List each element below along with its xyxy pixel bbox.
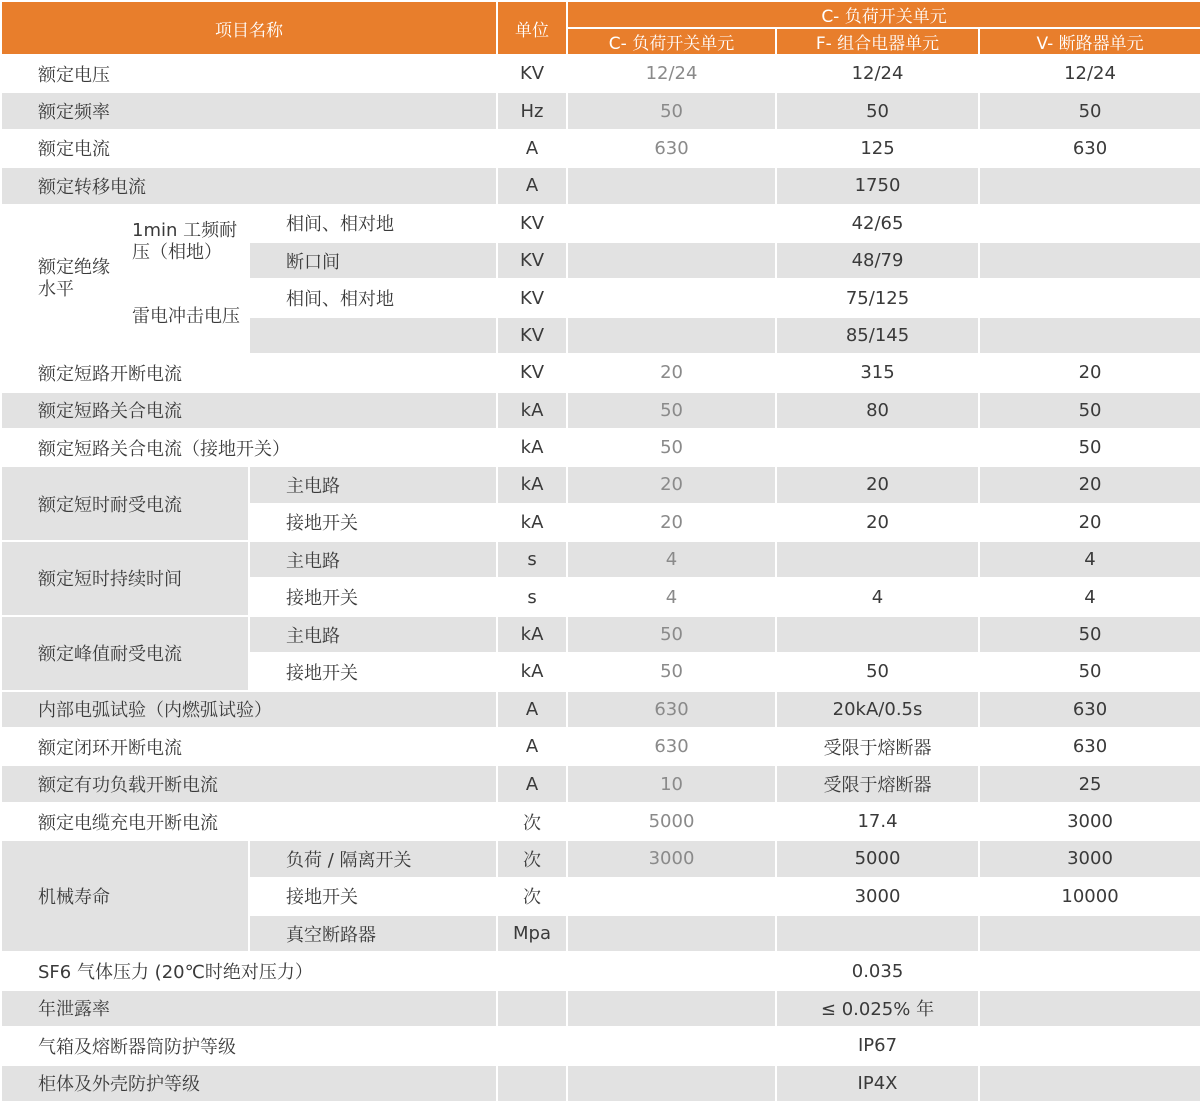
cell-c: 50	[567, 392, 776, 429]
cell-c	[567, 915, 776, 952]
insulation-label: 额定绝缘水平	[1, 205, 125, 355]
cell-v: 10000	[979, 878, 1200, 915]
row-unit	[497, 1065, 567, 1102]
cell-c	[567, 242, 776, 279]
cell-c	[567, 952, 776, 989]
cell-f: 20	[776, 466, 979, 503]
row-unit	[497, 990, 567, 1027]
row-unit: s	[497, 541, 567, 578]
cell-v: 50	[979, 653, 1200, 690]
cell-f: 4	[776, 578, 979, 615]
row-label: SF6 气体压力 (20℃时绝对压力）	[1, 952, 497, 989]
cell-c	[567, 990, 776, 1027]
row-unit: Mpa	[497, 915, 567, 952]
row-leak	[1, 990, 1200, 1027]
row-unit: kA	[497, 466, 567, 503]
cell-c: 4	[567, 578, 776, 615]
row-unit: A	[497, 130, 567, 167]
cell-f: 75/125	[776, 279, 979, 316]
row-sub-label: 接地开关	[249, 653, 497, 690]
row-label: 额定转移电流	[1, 167, 497, 204]
cell-v	[979, 1065, 1200, 1102]
cell-f: IP67	[776, 1027, 979, 1064]
cell-c: 20	[567, 466, 776, 503]
cell-f: 3000	[776, 878, 979, 915]
row-sub-label: 主电路	[249, 541, 497, 578]
cell-c: 4	[567, 541, 776, 578]
row-loop	[1, 728, 1200, 765]
row-unit: s	[497, 578, 567, 615]
row-active-load	[1, 765, 1200, 802]
row-label: 额定短路关合电流	[1, 392, 497, 429]
cell-v: 3000	[979, 803, 1200, 840]
row-voltage	[1, 55, 1200, 92]
cell-f: 85/145	[776, 317, 979, 354]
row-sub-label: 接地开关	[249, 504, 497, 541]
cell-c: 5000	[567, 803, 776, 840]
header-item-name: 项目名称	[1, 1, 497, 55]
row-sub-label: 接地开关	[249, 578, 497, 615]
row-label: 额定短路开断电流	[1, 354, 497, 391]
cell-c: 12/24	[567, 55, 776, 92]
row-unit: KV	[497, 242, 567, 279]
cell-c: 3000	[567, 840, 776, 877]
row-gas-ip	[1, 1027, 1200, 1064]
row-label: 额定电流	[1, 130, 497, 167]
cell-f: 0.035	[776, 952, 979, 989]
lightning-label: 雷电冲击电压	[125, 279, 249, 354]
cell-v: 20	[979, 466, 1200, 503]
cell-c	[567, 878, 776, 915]
cell-v	[979, 952, 1200, 989]
cell-v: 20	[979, 354, 1200, 391]
row-unit: 次	[497, 803, 567, 840]
header-col-v: V- 断路器单元	[979, 28, 1200, 55]
cell-f: 1750	[776, 167, 979, 204]
cell-c: 10	[567, 765, 776, 802]
cell-c	[567, 317, 776, 354]
cell-v: 4	[979, 578, 1200, 615]
row-mech-load	[1, 840, 1200, 877]
cell-c: 20	[567, 354, 776, 391]
row-arc	[1, 691, 1200, 728]
cell-v: 50	[979, 92, 1200, 129]
row-label: 额定峰值耐受电流	[1, 616, 249, 691]
cell-v: 630	[979, 130, 1200, 167]
row-sub-label: 相间、相对地	[249, 279, 497, 316]
cell-v: 50	[979, 616, 1200, 653]
row-unit: A	[497, 765, 567, 802]
row-unit: A	[497, 728, 567, 765]
cell-f: 受限于熔断器	[776, 765, 979, 802]
row-label: 额定有功负载开断电流	[1, 765, 497, 802]
cell-c: 50	[567, 616, 776, 653]
row-cable	[1, 803, 1200, 840]
cell-c: 20	[567, 504, 776, 541]
cell-f: 125	[776, 130, 979, 167]
row-unit: kA	[497, 653, 567, 690]
row-peak-main	[1, 616, 1200, 653]
row-sub-label: 相间、相对地	[249, 205, 497, 242]
row-insulation-pf-phase	[1, 205, 1200, 242]
row-unit: Hz	[497, 92, 567, 129]
row-insulation-li-phase	[1, 279, 1200, 316]
cell-f: 12/24	[776, 55, 979, 92]
cell-c: 50	[567, 653, 776, 690]
row-label: 年泄露率	[1, 990, 497, 1027]
row-cabinet-ip	[1, 1065, 1200, 1102]
row-label: 额定频率	[1, 92, 497, 129]
cell-f	[776, 429, 979, 466]
cell-f: 受限于熔断器	[776, 728, 979, 765]
cell-f: 20	[776, 504, 979, 541]
cell-f: 50	[776, 653, 979, 690]
cell-v: 4	[979, 541, 1200, 578]
cell-c: 50	[567, 92, 776, 129]
cell-f: 17.4	[776, 803, 979, 840]
row-label: 额定短时持续时间	[1, 541, 249, 616]
cell-v: 630	[979, 691, 1200, 728]
cell-v: 3000	[979, 840, 1200, 877]
cell-v: 630	[979, 728, 1200, 765]
cell-f	[776, 616, 979, 653]
row-sub-label: 接地开关	[249, 878, 497, 915]
cell-v	[979, 167, 1200, 204]
row-unit	[497, 952, 567, 989]
row-sc-break	[1, 354, 1200, 391]
cell-v	[979, 242, 1200, 279]
cell-f: 20kA/0.5s	[776, 691, 979, 728]
cell-f: ≤ 0.025% 年	[776, 990, 979, 1027]
cell-f: 48/79	[776, 242, 979, 279]
cell-v	[979, 990, 1200, 1027]
cell-f: 315	[776, 354, 979, 391]
row-sc-make-earth	[1, 429, 1200, 466]
row-unit: kA	[497, 429, 567, 466]
row-st-duration-main	[1, 541, 1200, 578]
cell-f	[776, 915, 979, 952]
row-unit: KV	[497, 55, 567, 92]
cell-c	[567, 1065, 776, 1102]
header-col-f: F- 组合电器单元	[776, 28, 979, 55]
cell-c: 630	[567, 691, 776, 728]
row-unit: KV	[497, 279, 567, 316]
cell-v	[979, 317, 1200, 354]
cell-v: 20	[979, 504, 1200, 541]
row-sub-label: 主电路	[249, 616, 497, 653]
cell-c	[567, 1027, 776, 1064]
cell-c: 630	[567, 728, 776, 765]
row-current	[1, 130, 1200, 167]
row-label: 内部电弧试验（内燃弧试验）	[1, 691, 497, 728]
cell-v: 12/24	[979, 55, 1200, 92]
cell-c	[567, 167, 776, 204]
cell-f: 50	[776, 92, 979, 129]
row-unit: 次	[497, 878, 567, 915]
row-sub-label: 断口间	[249, 242, 497, 279]
cell-v	[979, 1027, 1200, 1064]
header-col-c: C- 负荷开关单元	[567, 28, 776, 55]
cell-v	[979, 915, 1200, 952]
row-unit: A	[497, 167, 567, 204]
cell-v: 50	[979, 429, 1200, 466]
header-row-1	[1, 1, 1200, 28]
cell-v: 25	[979, 765, 1200, 802]
cell-f	[776, 541, 979, 578]
cell-c	[567, 279, 776, 316]
power-freq-label: 1min 工频耐压（相地）	[125, 205, 249, 280]
row-sf6	[1, 952, 1200, 989]
cell-f: 80	[776, 392, 979, 429]
row-label: 额定短路关合电流（接地开关）	[1, 429, 497, 466]
cell-c	[567, 205, 776, 242]
header-group: C- 负荷开关单元	[567, 1, 1200, 28]
row-unit: kA	[497, 392, 567, 429]
row-unit: KV	[497, 317, 567, 354]
cell-f: 5000	[776, 840, 979, 877]
row-unit: kA	[497, 616, 567, 653]
cell-c: 50	[567, 429, 776, 466]
row-unit: A	[497, 691, 567, 728]
row-label: 机械寿命	[1, 840, 249, 952]
row-sub-label: 真空断路器	[249, 915, 497, 952]
row-sc-make	[1, 392, 1200, 429]
row-label: 柜体及外壳防护等级	[1, 1065, 497, 1102]
cell-f: 42/65	[776, 205, 979, 242]
row-label: 额定电缆充电开断电流	[1, 803, 497, 840]
row-unit: kA	[497, 504, 567, 541]
row-transfer	[1, 167, 1200, 204]
row-label: 额定电压	[1, 55, 497, 92]
row-label: 气箱及熔断器筒防护等级	[1, 1027, 497, 1064]
cell-v	[979, 279, 1200, 316]
row-st-withstand-main	[1, 466, 1200, 503]
cell-c: 630	[567, 130, 776, 167]
header-unit: 单位	[497, 1, 567, 55]
cell-f: IP4X	[776, 1065, 979, 1102]
row-unit	[497, 1027, 567, 1064]
cell-v	[979, 205, 1200, 242]
row-unit: KV	[497, 205, 567, 242]
cell-v: 50	[979, 392, 1200, 429]
row-sub-label: 主电路	[249, 466, 497, 503]
row-unit: KV	[497, 354, 567, 391]
row-unit: 次	[497, 840, 567, 877]
row-sub-label: 负荷 / 隔离开关	[249, 840, 497, 877]
row-sub-label	[249, 317, 497, 354]
row-label: 额定短时耐受电流	[1, 466, 249, 541]
row-frequency	[1, 92, 1200, 129]
row-label: 额定闭环开断电流	[1, 728, 497, 765]
